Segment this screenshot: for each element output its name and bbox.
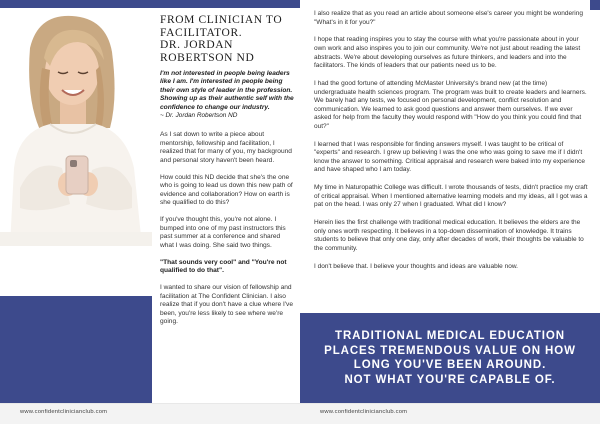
headline-line: DR. JORDAN: [160, 39, 234, 51]
pull-quote: I'm not interested in people being leaders like I am. I'm interested in people being their own style of leader in the profession. Showing up as their authentic self with the confidence to change our industry.: [160, 70, 294, 111]
footer-url-link[interactable]: www.confidentclinicianclub.com: [20, 409, 108, 415]
article-headline: [160, 14, 294, 64]
body-paragraph: If you've thought this, you're not alone. I bumped into one of my past instructors this past summer at a conference and shared what I was doing. She said two things.: [160, 216, 286, 249]
right-page: [300, 0, 600, 424]
author-photo: [0, 8, 152, 246]
woman-with-phone-illustration: [0, 8, 152, 246]
pullquote-text: [315, 329, 585, 387]
body-paragraph: I hope that reading inspires you to stay the course with what you're passionate about in your own work and also inspires you to join our community. We're not just about reading the latest abstracts. We're about developing ourselves as future thinkers, and leaders and into the facilitators. The kinds of leaders that our patients need us to be.: [314, 36, 581, 70]
headline-line: FROM CLINICIAN TO: [160, 14, 283, 26]
accent-block: [0, 296, 152, 406]
body-paragraph: I learned that I was responsible for finding answers myself. I was taught to be critical of "experts" and research. I grew up believing I was the one who was going to save me if I didn't know the answer to something. Critical appraisal and research were baked into my experience and have shaped who I am today.: [314, 140, 585, 174]
footer-right: [300, 403, 600, 424]
body-paragraph: I had the good fortune of attending McMaster University's brand new (at the time) undergraduate health sciences program. The program was built to create leaders and learners. We barely had any tests, we focused on personal development, conflict resolution and communication. We learned to ask good questions and answer them ourselves. If we ever asked for help from the faculty they would respond with "How do you think you could find that out?": [314, 79, 587, 130]
pullquote-line: LONG YOU'VE BEEN AROUND.: [353, 359, 547, 371]
headline-line: ROBERTSON ND: [160, 51, 255, 64]
pullquote-line: TRADITIONAL MEDICAL EDUCATION: [335, 330, 565, 342]
body-paragraph: I don't believe that. I believe your thoughts and ideas are valuable now.: [314, 262, 518, 270]
pullquote-line: NOT WHAT YOU'RE CAPABLE OF.: [344, 373, 556, 386]
bold-quote-paragraph: "That sounds very cool" and "You're not qualified to do that".: [160, 258, 287, 275]
body-paragraph: Herein lies the first challenge with traditional medical education. It believes the elders are the only ones worth respecting. It believes in a top-down dissemination of knowledge. It trains students to believe that only one day, only after decades of work, their thoughts be valuable to the community.: [314, 219, 584, 252]
pullquote-banner: [300, 313, 600, 403]
body-paragraph: My time in Naturopathic College was difficult. I wrote thousands of tests, didn't practice my craft of critical appraisal. When I mentioned alternative learning models and my ideas, all I got was a pat on the head. I was only 27 when I graduated. What did I know?: [314, 184, 588, 209]
body-paragraph: How could this ND decide that she's the one who is going to lead us down this new path of evidence and collaboration? How on earth is she qualified to do this?: [160, 173, 293, 207]
body-paragraph: As I sat down to write a piece about mentorship, fellowship and facilitation, I realized that for many of you, my background and personal story haven't been heard.: [160, 131, 292, 164]
top-accent-band: [0, 0, 300, 8]
body-paragraph: I wanted to share our vision of fellowship and facilitation at The Confident Clinician. I also realize that if you don't have a clue where I've been, you're less likely to see where we're going.: [160, 284, 294, 326]
corner-accent: [590, 0, 600, 10]
quote-attribution: ~ Dr. Jordan Robertson ND: [160, 112, 238, 120]
article-column-left: [160, 14, 294, 335]
headline-line: FACILITATOR.: [160, 26, 243, 39]
pullquote-line: PLACES TREMENDOUS VALUE ON HOW: [324, 344, 576, 357]
footer-url-link[interactable]: www.confidentclinicianclub.com: [320, 409, 408, 415]
article-column-right: [314, 10, 590, 281]
body-paragraph: I also realize that as you read an article about someone else's career you might be wondering "What's in it for you?": [314, 10, 583, 26]
footer-left: [0, 403, 300, 424]
